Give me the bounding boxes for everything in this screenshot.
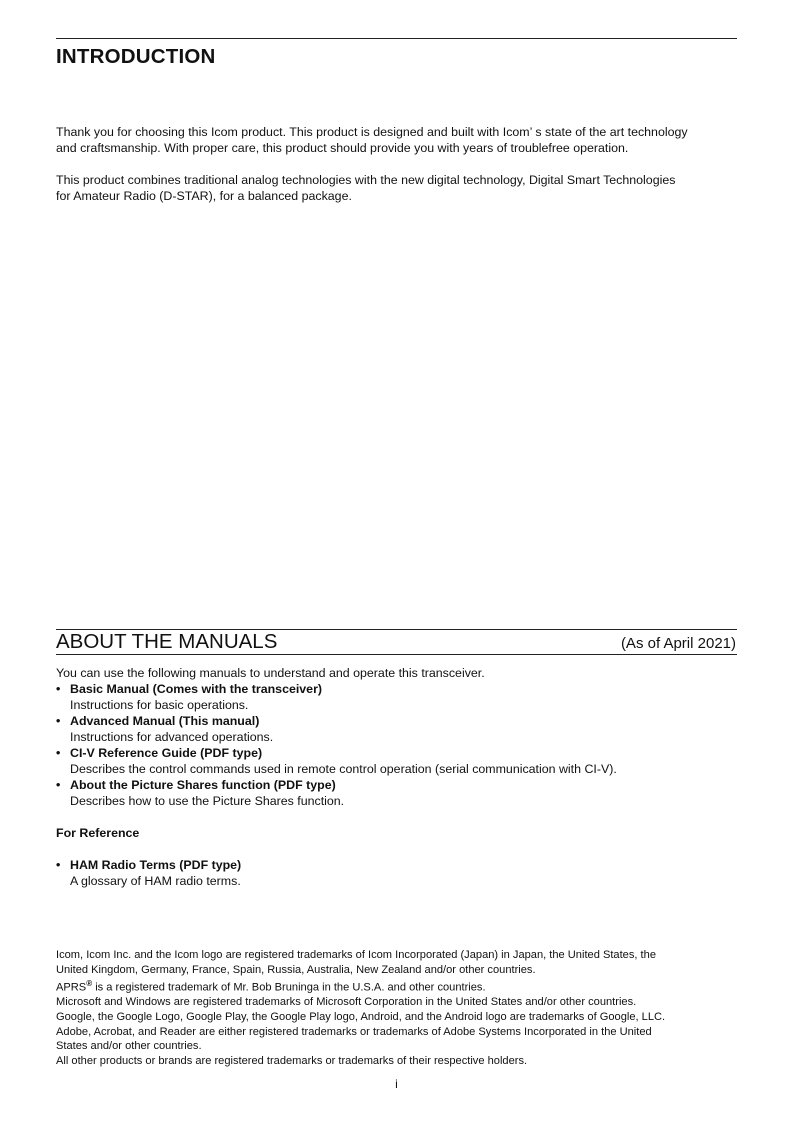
intro-paragraph-1	[56, 124, 746, 156]
trademark-line: States and/or other countries.	[56, 1040, 202, 1053]
trademark-line: United Kingdom, Germany, France, Spain, Russia, Australia, New Zealand and/or other countries.	[56, 963, 536, 976]
intro-p2-line-2: for Amateur Radio (D-STAR), for a balanced package.	[56, 189, 352, 203]
trademark-line: Adobe, Acrobat, and Reader are either registered trademarks or trademarks of Adobe Systems Incorporated in the United	[56, 1025, 652, 1038]
intro-p1-line-2: and craftsmanship. With proper care, this product should provide you with years of troublefree operation.	[56, 141, 629, 155]
trademark-line: All other products or brands are registered trademarks or trademarks of their respective holders.	[56, 1054, 528, 1067]
bullet-icon: •	[56, 778, 61, 792]
reference-item-desc: A glossary of HAM radio terms.	[70, 874, 241, 888]
reference-item-title: • HAM Radio Terms (PDF type)	[56, 858, 242, 872]
page-number: i	[395, 1077, 398, 1091]
manual-item-title: • CI-V Reference Guide (PDF type)	[56, 746, 263, 760]
manuals-underline	[56, 654, 737, 655]
manuals-heading: ABOUT THE MANUALS	[56, 630, 278, 653]
manual-item-desc: Describes how to use the Picture Shares function.	[70, 794, 345, 808]
trademark-notices	[56, 948, 726, 1068]
manual-item-desc: Instructions for advanced operations.	[70, 730, 274, 744]
manual-item-desc: Instructions for basic operations.	[70, 698, 249, 712]
bullet-icon: •	[56, 682, 61, 696]
trademark-line: APRS® is a registered trademark of Mr. Bob Bruninga in the U.S.A. and other countries.	[56, 979, 486, 994]
reference-heading: For Reference	[56, 826, 140, 840]
as-of-date: (As of April 2021)	[620, 635, 736, 652]
manual-item-desc: Describes the control commands used in remote control operation (serial communication with CI-V).	[70, 762, 617, 776]
intro-paragraph-2	[56, 172, 746, 204]
manual-item-title: • Advanced Manual (This manual)	[56, 714, 260, 728]
manual-item-title: • Basic Manual (Comes with the transceiver)	[56, 682, 323, 696]
manuals-intro-line: You can use the following manuals to understand and operate this transceiver.	[56, 666, 485, 680]
top-rule	[56, 38, 737, 39]
trademark-line: Google, the Google Logo, Google Play, the Google Play logo, Android, and the Android logo are trademarks of Google, LLC.	[56, 1011, 666, 1024]
bullet-icon: •	[56, 746, 61, 760]
bullet-icon: •	[56, 858, 61, 872]
intro-p2-line-1: This product combines traditional analog technologies with the new digital technology, Digital Smart Technologies	[56, 173, 676, 187]
introduction-heading: INTRODUCTION	[56, 45, 216, 68]
bullet-icon: •	[56, 714, 61, 728]
intro-p1-line-1: Thank you for choosing this Icom product. This product is designed and built with Icom’ s state of the art technology	[56, 125, 688, 139]
trademark-line: Icom, Icom Inc. and the Icom logo are registered trademarks of Icom Incorporated (Japan) in Japan, the United States, the	[56, 949, 656, 961]
trademark-line: Microsoft and Windows are registered trademarks of Microsoft Corporation in the United States and/or other countries.	[56, 996, 637, 1009]
manuals-list	[56, 665, 746, 889]
manual-item-title: • About the Picture Shares function (PDF type)	[56, 778, 336, 792]
